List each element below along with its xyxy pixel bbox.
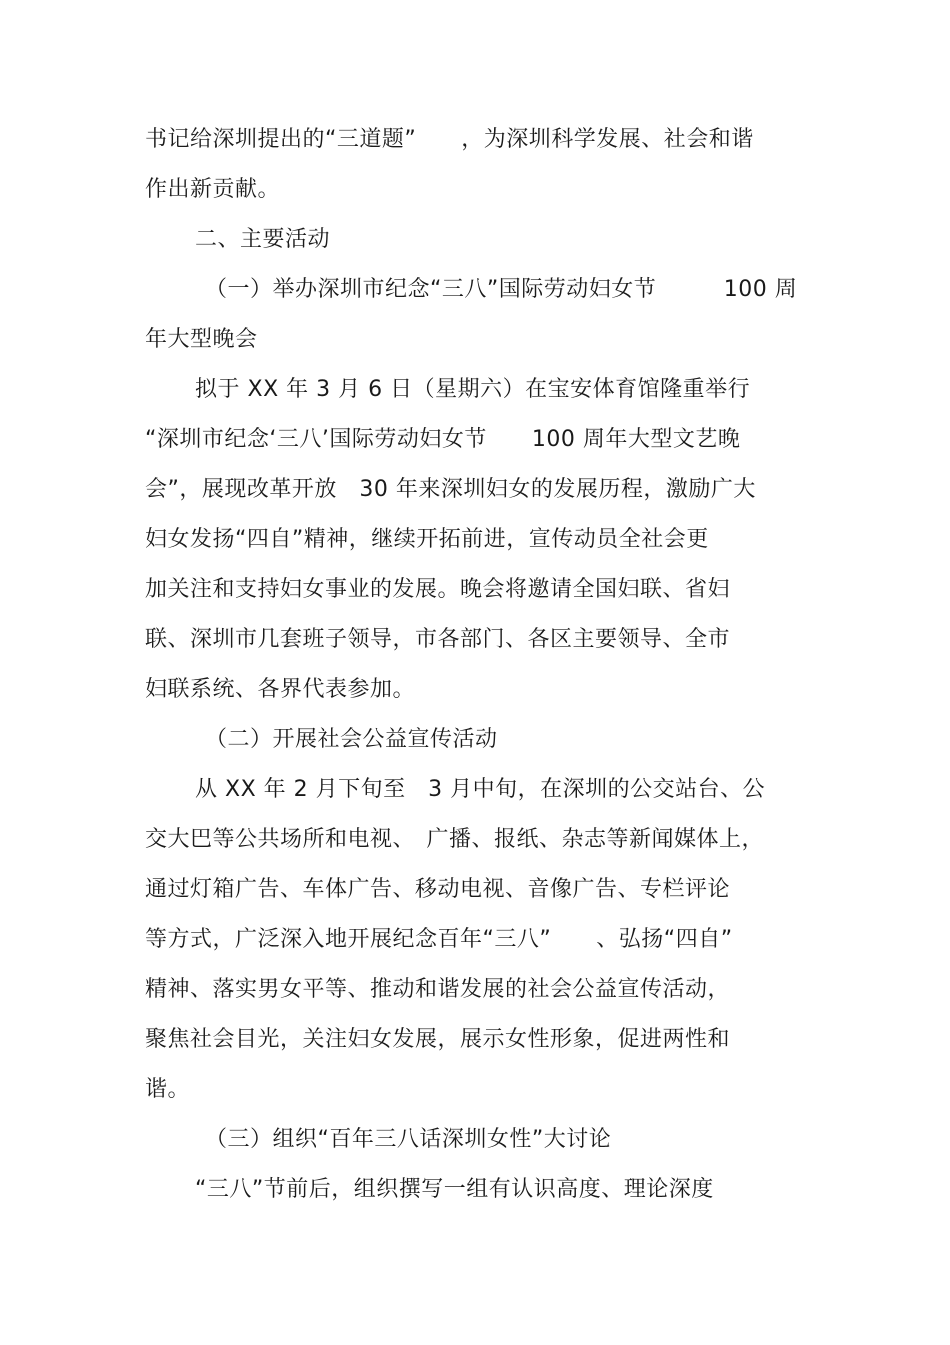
text-line-17: 等方式，广泛深入地开展纪念百年“三八” 、弘扬“四自” [145, 927, 733, 952]
text-line-22: “三八”节前后，组织撰写一组有认识高度、理论深度 [195, 1177, 714, 1202]
subheading-2: （二）开展社会公益宣传活动 [205, 727, 498, 752]
text-line-18: 精神、落实男女平等、推动和谐发展的社会公益宣传活动， [145, 977, 731, 1002]
text-line-1: 书记给深圳提出的“三道题” ，为深圳科学发展、社会和谐 [145, 127, 754, 152]
text-line-7: “深圳市纪念‘三八’国际劳动妇女节 100 周年大型文艺晚 [145, 427, 741, 452]
text-line-12: 妇联系统、各界代表参加。 [145, 677, 416, 702]
text-line-2: 作出新贡献。 [145, 177, 281, 202]
text-line-6: 拟于 XX 年 3 月 6 日（星期六）在宝安体育馆隆重举行 [195, 377, 751, 402]
text-line-19: 聚焦社会目光，关注妇女发展，展示女性形象，促进两性和 [145, 1027, 731, 1052]
text-line-16: 通过灯箱广告、车体广告、移动电视、音像广告、专栏评论 [145, 877, 731, 902]
text-line-9: 妇女发扬“四自”精神，继续开拓前进，宣传动员全社会更 [145, 527, 709, 552]
text-line-15: 交大巴等公共场所和电视、 广播、报纸、杂志等新闻媒体上， [145, 827, 765, 852]
section-heading-main-activities: 二、主要活动 [195, 227, 331, 252]
text-line-14: 从 XX 年 2 月下旬至 3 月中旬，在深圳的公交站台、公 [195, 777, 766, 802]
text-line-10: 加关注和支持妇女事业的发展。晚会将邀请全国妇联、省妇 [145, 577, 731, 602]
subheading-3: （三）组织“百年三八话深圳女性”大讨论 [205, 1127, 612, 1152]
text-line-11: 联、深圳市几套班子领导，市各部门、各区主要领导、全市 [145, 627, 731, 652]
text-line-8: 会”，展现改革开放 30 年来深圳妇女的发展历程，激励广大 [145, 477, 756, 502]
subheading-1-line-1: （一）举办深圳市纪念“三八”国际劳动妇女节 100 周 [205, 277, 798, 302]
text-line-20: 谐。 [145, 1077, 191, 1102]
subheading-1-line-2: 年大型晚会 [145, 327, 258, 352]
